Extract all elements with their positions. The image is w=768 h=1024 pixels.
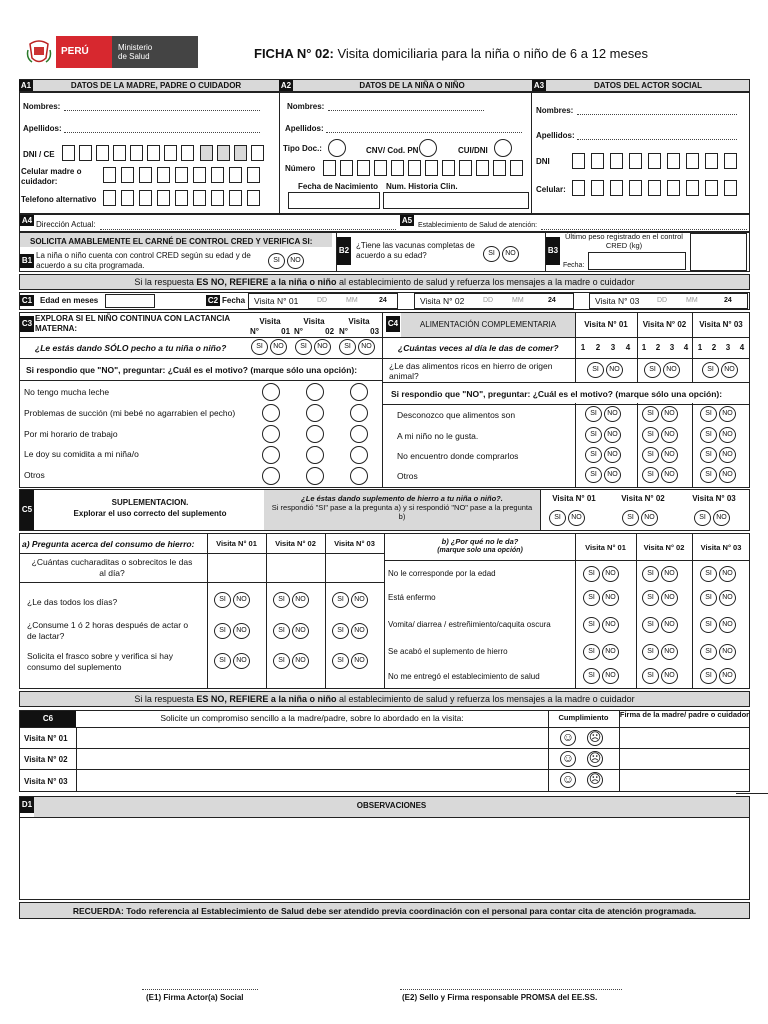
a3-celular-cells[interactable] [572, 180, 747, 197]
a2-fecha-field[interactable] [288, 192, 380, 209]
a2-title: DATOS DE LA NIÑA O NIÑO [359, 81, 465, 90]
a3-apellidos-field[interactable] [577, 139, 737, 140]
a3-nombres-field[interactable] [577, 114, 737, 115]
c3-reason-2: Problemas de succión (mi bebé no agarrabien el pecho) [24, 408, 236, 418]
b3-text: Último peso registrado en el control CRED (kg) [565, 232, 683, 250]
a1-nombres-field[interactable] [64, 110, 260, 111]
code-c4: C4 [386, 316, 400, 332]
e2-signature-line[interactable] [400, 989, 622, 990]
c6-visit-2: Visita N° 02 [24, 755, 68, 764]
c5b-item-1: No le corresponde por la edad [388, 569, 496, 578]
code-a1: A1 [20, 81, 32, 90]
c5b-item-5: No me entregó el establecimiento de salud [388, 672, 540, 681]
c4-iron-v3[interactable]: SI NO [702, 362, 740, 378]
a1-apellidos-field[interactable] [64, 132, 260, 133]
c3-si-no-v3[interactable]: SI NO [339, 339, 377, 355]
c5a-title: a) Pregunta acerca del consumo de hierro: [22, 539, 195, 549]
b1-si-no[interactable]: SI NO [268, 253, 306, 269]
logo-ministry: Ministerio de Salud [118, 43, 153, 61]
code-c6: C6 [20, 711, 76, 727]
a1-nombres-label: Nombres: [23, 102, 61, 111]
a1-dni-cells[interactable] [62, 145, 262, 162]
minsa-logo [22, 36, 198, 68]
c4-motivo: Si respondio que "NO", preguntar: ¿Cuál es el motivo? (marque sólo una opción): [391, 389, 723, 399]
c4-reason-4: Otros [397, 471, 418, 481]
c4-iron-v2[interactable]: SI NO [644, 362, 682, 378]
code-b2: B2 [337, 237, 351, 265]
a2-cui-circle[interactable] [494, 139, 512, 157]
a2-fecha-label: Fecha de Nacimiento [298, 182, 379, 191]
c5b-subtitle: (marque solo una opción) [437, 547, 523, 554]
coat-of-arms-icon [26, 38, 52, 66]
c5-title-1: SUPLEMENTACION. [111, 498, 189, 507]
a1-dni-label: DNI / CE [23, 150, 55, 159]
observaciones-area[interactable] [20, 818, 749, 899]
a1-apellidos-label: Apellidos: [23, 124, 62, 133]
a2-cnv-circle[interactable] [419, 139, 437, 157]
a2-tipo-circle[interactable] [328, 139, 346, 157]
happy-face-icon[interactable]: ☺ [561, 730, 575, 744]
c4-times-v2[interactable]: 1 2 3 4 [641, 343, 689, 352]
b1-text: La niña o niño cuenta con control CRED según su edad y de acuerdo a su cita programada. [36, 251, 251, 270]
a2-tipo-label: Tipo Doc.: [283, 144, 322, 153]
c4-reason-si-no[interactable]: SI NO SI NO SI NO SI NO SI NO SI NO SI NO SI NO SI NO SI NO SI NO SI NO [585, 406, 750, 486]
d1-title: OBSERVACIONES [356, 801, 427, 810]
e1-label: (E1) Firma Actor(a) Social [146, 993, 244, 1002]
a2-numero-cells[interactable] [323, 160, 527, 177]
e2-label: (E2) Sello y Firma responsable PROMSA del EE.SS. [402, 993, 598, 1002]
refer-message-2: Si la respuesta ES NO, REFIERE a la niña o niño al establecimiento de salud y refuerza los mensajes a la madre o cuidador [134, 694, 635, 704]
c6-faces[interactable] [560, 730, 610, 790]
b2-text: ¿Tiene las vacunas completas de acuerdo a su edad? [356, 241, 475, 260]
c5a-si-no[interactable]: SI NO SI NO SI NO SI NO SI NO SI NO SI NO SI NO SI NO [214, 592, 384, 672]
code-a4: A4 [21, 216, 33, 225]
happy-face-icon[interactable]: ☺ [561, 751, 575, 765]
c3-si-no-v2[interactable]: SI NO [295, 339, 333, 355]
c3-title: EXPLORA SI EL NIÑO CONTINUA CON LACTANCIA MATERNA: [35, 314, 230, 333]
c5-title-2: Explorar el uso correcto del suplemento [73, 509, 227, 518]
c5b-si-no[interactable]: SI NO SI NO SI NO SI NO SI NO SI NO SI NO SI NO SI NO SI NO SI NO SI NO SI NO SI NO SI NO [583, 566, 750, 686]
c3-reason-5: Otros [24, 470, 45, 480]
c3-si-no-v1[interactable]: SI NO [251, 339, 289, 355]
a3-apellidos-label: Apellidos: [536, 131, 575, 140]
code-c2: C2 [207, 296, 219, 305]
c2-visit-1: Visita N° 01 [254, 296, 299, 306]
c1-edad-field[interactable] [105, 294, 155, 308]
a4-field[interactable] [100, 229, 396, 230]
c1-label: Edad en meses [40, 296, 99, 305]
c5-question: ¿Le éstas dando suplemento de hierro a tu niña o niño?. [301, 494, 503, 503]
c6-title: Solicite un compromiso sencillo a la madre/padre, sobre lo abordado en la visita: [160, 713, 464, 723]
a1-title: DATOS DE LA MADRE, PADRE O CUIDADOR [70, 81, 242, 90]
c5-question-note: Si respondió "SI" pase a la pregunta a) y si respondió "NO" pase a la pregunta b) [271, 503, 533, 521]
c5b-item-4: Se acabó el suplemento de hierro [388, 647, 508, 656]
c4-iron-v1[interactable]: SI NO [587, 362, 625, 378]
sad-face-icon[interactable]: ☹ [588, 772, 602, 786]
c4-times-v1[interactable]: 1 2 3 4 [580, 343, 631, 352]
a1-telefono-cells[interactable] [103, 190, 273, 207]
code-a3: A3 [533, 81, 545, 90]
a3-nombres-label: Nombres: [536, 106, 574, 115]
a4-label: Dirección Actual: [36, 220, 96, 229]
b-title: SOLICITA AMABLEMENTE EL CARNÉ DE CONTROL CRED Y VERIFICA SI: [30, 237, 313, 246]
c5-si-no-v2[interactable]: SI NO [622, 510, 660, 526]
a3-title: DATOS DEL ACTOR SOCIAL [593, 81, 702, 90]
a2-historia-field[interactable] [383, 192, 529, 209]
c3-reason-circles[interactable] [262, 383, 372, 487]
c5a-item-4: Solicita el frasco sobre y verifica si hay consumo del suplemento [27, 651, 173, 672]
c4-question: ¿Cuántas veces al día le das de comer? [398, 343, 559, 353]
b3-peso-field[interactable] [690, 233, 747, 271]
c5b-item-3: Vomita/ diarrea / estreñimiento/caquita oscura [388, 620, 551, 629]
a1-celular-label: Celular madre o cuidador: [21, 167, 82, 186]
refer-message-1: Si la respuesta ES NO, REFIERE a la niña o niño al establecimiento de salud y refuerza los mensajes a la madre o cuidador [134, 277, 635, 287]
c4-question-2: ¿Le das alimentos ricos en hierro de origen animal? [389, 361, 553, 381]
c6-cumplimiento: Cumplimiento [558, 713, 609, 722]
b3-fecha-label: Fecha: [563, 262, 585, 269]
code-c1: C1 [21, 296, 33, 305]
c4-times-v3[interactable]: 1 2 3 4 [697, 343, 745, 352]
c6-firma: Firma de la madre/ padre o cuidador [619, 710, 750, 719]
c5-si-no-v1[interactable]: SI NO [549, 510, 587, 526]
e1-signature-line[interactable] [142, 989, 258, 990]
c2-visit-3: Visita N° 03 [595, 296, 640, 306]
c4-reason-2: A mi niño no le gusta. [397, 431, 479, 441]
c3-motivo: Si respondio que "NO", preguntar: ¿Cuál es el motivo? (marque sólo una opción): [26, 365, 358, 375]
a2-cnv-label: CNV/ Cod. PN [366, 146, 419, 155]
a2-cui-label: CUI/DNI [458, 146, 488, 155]
c4-title: ALIMENTACIÓN COMPLEMENTARIA [419, 320, 557, 329]
code-d1: D1 [20, 797, 34, 813]
happy-face-icon[interactable]: ☺ [561, 772, 575, 786]
c5a-item-2: ¿Le das todos los días? [27, 597, 118, 607]
page-title: FICHA N° 02: Visita domiciliaria para la niña o niño de 6 a 12 meses [254, 46, 648, 61]
code-a2: A2 [280, 81, 292, 90]
c5b-title: b) ¿Por qué no le da? [441, 537, 519, 546]
c3-question: ¿Le estás dando SÓLO pecho a tu niña o niño? [35, 343, 227, 353]
c4-reason-3: No encuentro donde comprarlos [397, 451, 519, 461]
a3-celular-label: Celular: [536, 185, 566, 194]
c2-fecha-label: Fecha [222, 296, 246, 305]
c5a-item-1: ¿Cuántas cucharaditas o sobrecitos le das al día? [31, 557, 193, 578]
c6-visit-1: Visita N° 01 [24, 734, 68, 743]
recuerda-note: RECUERDA: Todo referencia al Establecimiento de Salud debe ser atendido previa coordinación con el personal para contar cita de atención programada. [72, 906, 697, 916]
c5a-item-3: ¿Consume 1 ó 2 horas después de actar o de lactar? [27, 620, 189, 641]
a2-apellidos-field[interactable] [326, 132, 522, 133]
c2-visit-2: Visita N° 02 [420, 296, 465, 306]
c6-visit-3: Visita N° 03 [24, 777, 68, 786]
a3-dni-cells[interactable] [572, 153, 747, 170]
code-c3: C3 [20, 316, 34, 332]
a1-telefono-label: Telefono alternativo [21, 195, 97, 204]
a1-celular-cells[interactable] [103, 167, 273, 184]
sad-face-icon[interactable]: ☹ [588, 730, 602, 744]
c3-reason-4: Le doy su comidita a mi niña/o [24, 449, 139, 459]
sad-face-icon[interactable]: ☹ [588, 751, 602, 765]
a5-label: Establecimiento de Salud de atención: [418, 222, 538, 229]
a2-nombres-field[interactable] [328, 110, 484, 111]
code-a5: A5 [401, 216, 413, 225]
c4-reason-1: Desconozco que alimentos son [397, 410, 516, 420]
a5-field[interactable] [541, 229, 747, 230]
c3-reason-1: No tengo mucha leche [24, 387, 110, 397]
code-c5: C5 [20, 490, 34, 530]
b3-fecha-field[interactable] [588, 252, 686, 270]
c5-si-no-v3[interactable]: SI NO [694, 510, 732, 526]
logo-peru: PERÚ [61, 46, 89, 57]
a2-historia-label: Num. Historia Clin. [386, 182, 458, 191]
a2-nombres-label: Nombres: [287, 102, 325, 111]
b2-si-no[interactable]: SI NO [483, 246, 521, 262]
a2-numero-label: Número [285, 164, 316, 173]
c3-reason-3: Por mi horario de trabajo [24, 429, 118, 439]
a3-dni-label: DNI [536, 157, 550, 166]
code-b3: B3 [546, 237, 560, 265]
code-b1: B1 [20, 254, 34, 268]
a2-apellidos-label: Apellidos: [285, 124, 324, 133]
c5b-item-2: Está enfermo [388, 593, 436, 602]
